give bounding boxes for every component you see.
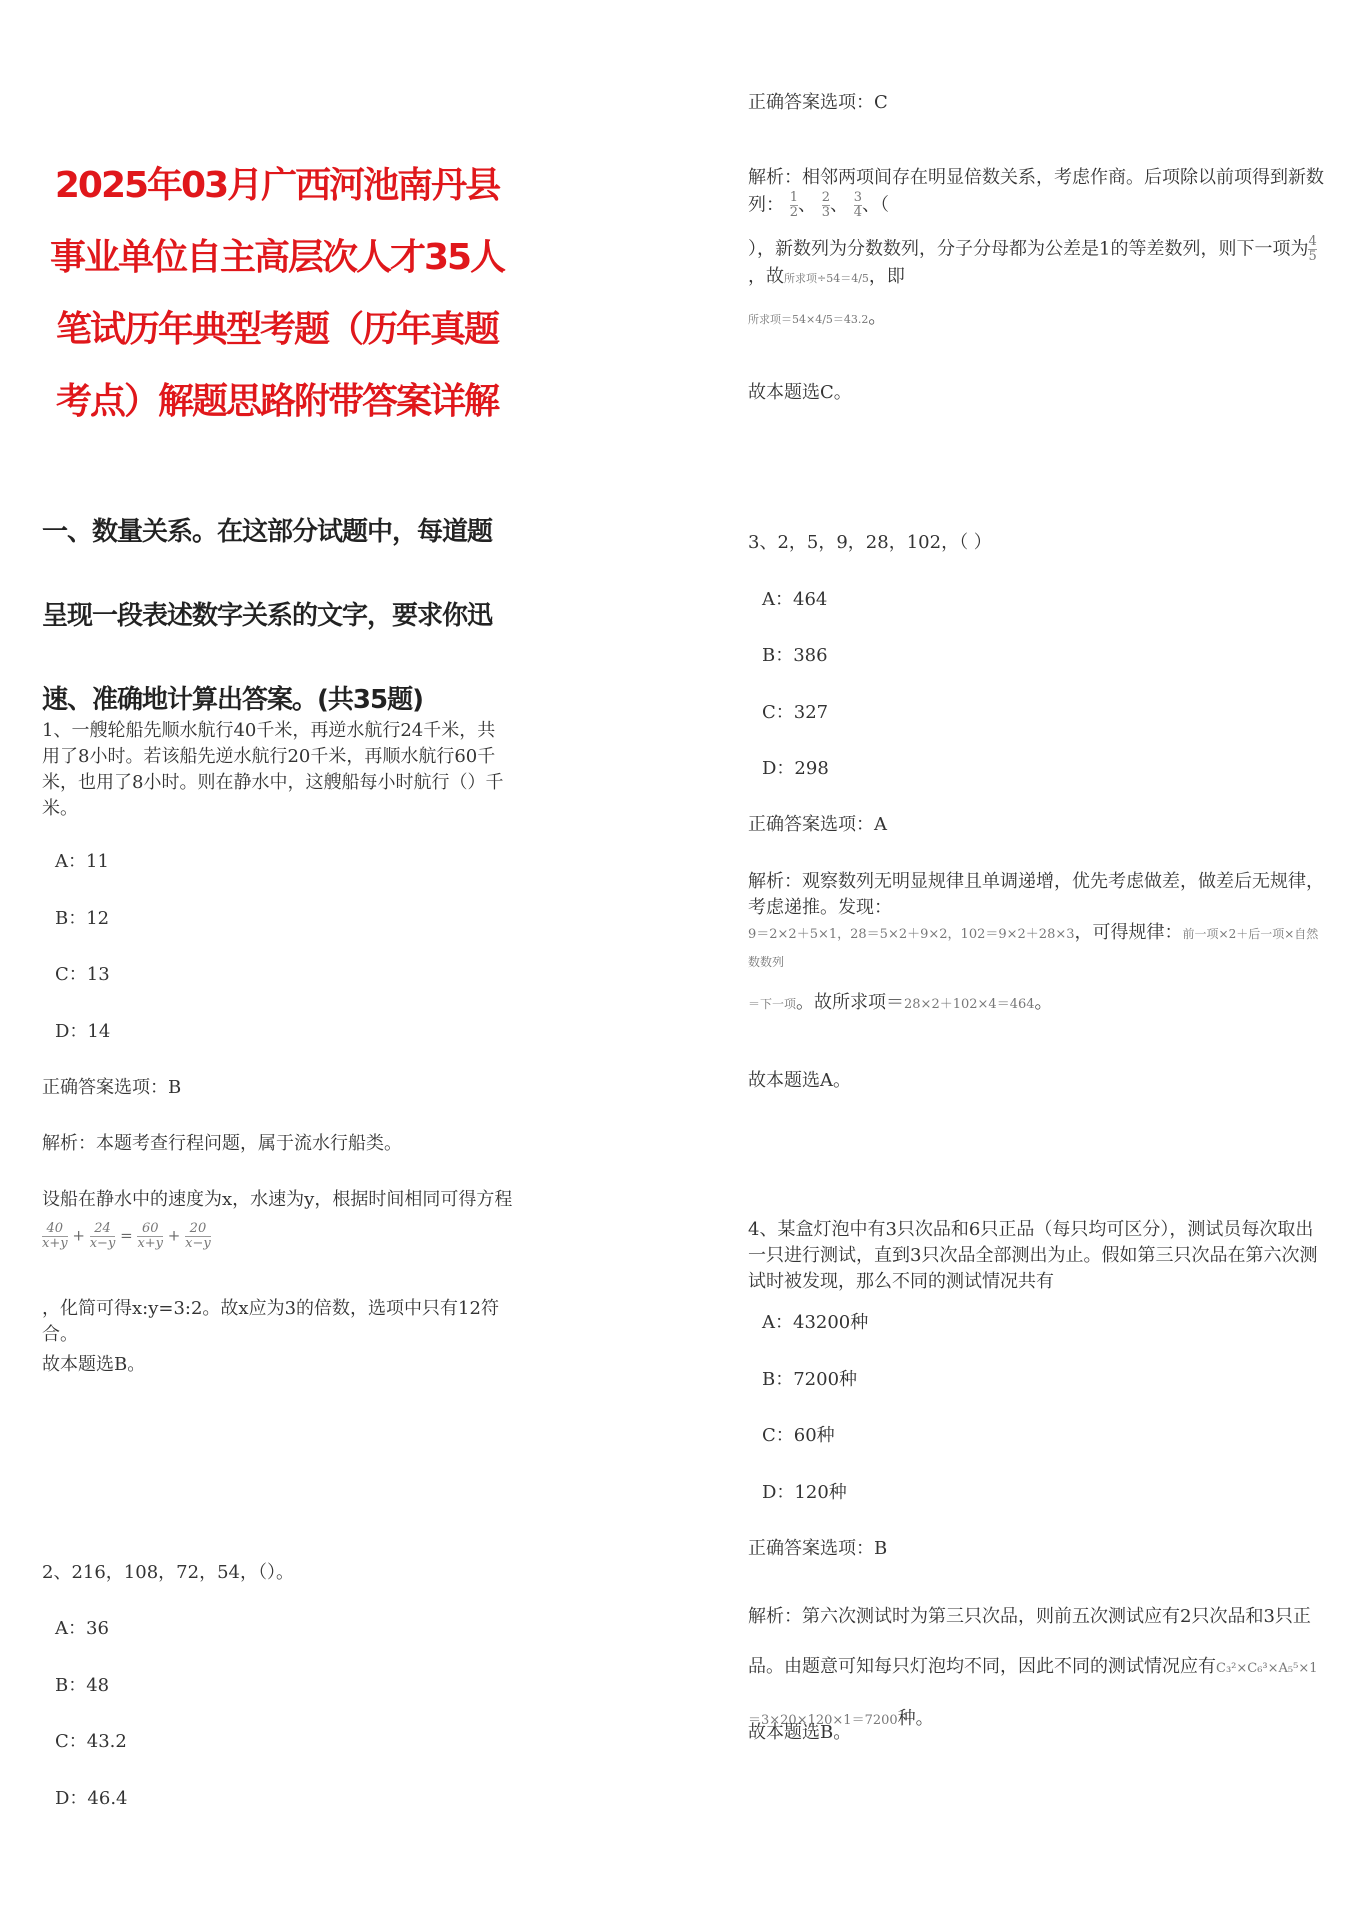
question-1-stem: 1、一艘轮船先顺水航行40千米，再逆水航行24千米，共用了8小时。若该船先逆水航行20千米，再顺水航行60千米，也用了8小时。则在静水中，这艘船每小时航行（）千米。: [42, 720, 504, 819]
inline-rule: 前一项×2＋后一项×自然数数列: [748, 927, 1319, 969]
question-1-answer: 正确答案选项：B: [42, 1077, 182, 1098]
fraction-3: [854, 191, 862, 220]
question-2-option-d: D：46.4: [55, 1788, 128, 1809]
eq-denominator: x+y: [137, 1236, 164, 1251]
question-3-analysis-text: 。故所求项＝: [796, 992, 905, 1013]
question-2-conclusion: 故本题选C。: [748, 382, 852, 403]
fraction-numerator: 4: [1308, 234, 1317, 249]
question-2-analysis-text: ，故: [748, 266, 784, 287]
question-1-analysis-result: ，化简可得x:y=3:2。故x应为3的倍数，选项中只有12符合。: [42, 1298, 499, 1345]
fraction-denominator: 3: [821, 205, 831, 220]
question-3-analysis-line-3: [748, 990, 1053, 1018]
fraction-1: [790, 191, 798, 220]
question-3-conclusion: 故本题选A。: [748, 1070, 851, 1091]
question-2-option-c: C：43.2: [55, 1731, 127, 1752]
question-2-analysis-text: 解析：相邻两项间存在明显倍数关系，考虑作商。后项除以前项得到新数列：: [748, 167, 1324, 216]
question-2-option-b: B：48: [55, 1675, 110, 1696]
question-3-analysis-text: 。: [1034, 992, 1053, 1013]
question-4-option-a: A：43200种: [762, 1312, 869, 1333]
question-4-option-c: C：60种: [762, 1425, 835, 1446]
question-2-answer: 正确答案选项：C: [748, 92, 888, 113]
question-2-stem: 2、216，108，72，54，（）。: [42, 1562, 294, 1583]
question-3-stem: 3、2，5，9，28，102，（ ）: [748, 532, 992, 553]
question-4-analysis-text: 种。: [897, 1708, 934, 1729]
question-2-option-a: A：36: [55, 1618, 109, 1639]
question-3-option-b: B：386: [762, 645, 828, 666]
question-4-analysis-text: 解析：第六次测试时为第三只次品，则前五次测试应有2只次品和3只正品。由题意可知每只灯泡均不同，因此不同的测试情况应有: [748, 1606, 1311, 1677]
question-3-analysis-line-2: [748, 920, 1328, 975]
question-1-conclusion: 故本题选B。: [42, 1354, 146, 1375]
inline-equation: ＝下一项: [748, 997, 797, 1011]
question-4-option-d: D：120种: [762, 1482, 847, 1503]
question-4-option-b: B：7200种: [762, 1369, 858, 1390]
fraction-numerator: 1: [789, 190, 799, 205]
question-2-analysis-line-1: 解析：相邻两项间存在明显倍数关系，考虑作商。后项除以前项得到新数列： $\frac{1}{2}$ 、 $\frac{2}{3}$ 、 $\frac{3}{4}$ 、（: [748, 167, 1324, 220]
question-4-conclusion: 故本题选B。: [748, 1722, 852, 1743]
question-1-option-a: A：11: [55, 851, 109, 872]
question-2-analysis-line-3: [748, 305, 886, 333]
fraction-numerator: 2: [821, 190, 831, 205]
eq-numerator: 60: [137, 1222, 163, 1237]
eq-numerator: 24: [90, 1222, 116, 1237]
question-2-analysis-paren: 、（: [862, 194, 890, 216]
question-3-analysis: 解析：观察数列无明显规律且单调递增，优先考虑做差，做差后无规律，考虑递推。发现：: [748, 871, 1324, 918]
next-fraction: [1308, 235, 1316, 264]
eq-numerator: 40: [42, 1222, 68, 1237]
question-3-option-a: A：464: [762, 589, 828, 610]
question-2-analysis-text: ），新数列为分数数列，分子分母都为公差是1的等差数列，则下一项为: [748, 238, 1309, 260]
document-title: 2025年03月广西河池南丹县事业单位自主高层次人才35人笔试历年典型考题（历年真题考点）解题思路附带答案详解: [49, 165, 505, 422]
question-3-option-c: C：327: [762, 702, 829, 723]
question-2-analysis-text: ，即: [868, 266, 905, 287]
inline-equation: C₃²×C₆³×A₅⁵×1＝3×20×120×1＝7200: [748, 1661, 1318, 1728]
question-1-option-d: D：14: [55, 1021, 111, 1042]
fraction-2: [822, 191, 830, 220]
fraction-denominator: 4: [853, 205, 863, 220]
section-heading: 一、数量关系。在这部分试题中，每道题呈现一段表述数字关系的文字，要求你迅速、准确地计算出答案。(共35题): [42, 517, 493, 715]
question-3-answer: 正确答案选项：A: [748, 814, 887, 835]
inline-equation: 28×2＋102×4＝464: [904, 997, 1035, 1012]
fraction-numerator: 3: [853, 190, 863, 205]
inline-equation: 9＝2×2＋5×1，28＝5×2＋9×2，102＝9×2＋28×3: [748, 927, 1075, 942]
question-4-stem: 4、某盒灯泡中有3只次品和6只正品（每只均可区分），测试员每次取出一只进行测试，直到3只次品全部测出为止。假如第三只次品在第六次测试时被发现，那么不同的测试情况共有: [748, 1219, 1318, 1292]
eq-denominator: x+y: [42, 1236, 68, 1251]
inline-equation: 所求项÷54＝4/5: [784, 272, 869, 285]
eq-denominator: x−y: [185, 1236, 211, 1251]
question-1-option-b: B：12: [55, 908, 110, 929]
fraction-denominator: 5: [1308, 249, 1317, 264]
question-3-option-d: D：298: [762, 758, 829, 779]
inline-equation: 所求项＝54×4/5＝43.2: [748, 313, 869, 326]
eq-denominator: x−y: [89, 1236, 116, 1251]
question-1-option-c: C：13: [55, 964, 110, 985]
eq-numerator: 20: [185, 1222, 211, 1237]
question-2-analysis-line-2: [748, 235, 1328, 292]
question-4-answer: 正确答案选项：B: [748, 1538, 888, 1559]
question-1-analysis: 解析：本题考查行程问题，属于流水行船类。: [42, 1133, 402, 1154]
question-1-equation: $\frac{40}{x+y}$ + $\frac{24}{x-y}$ = $\frac{60}{x+y}$ + $\frac{20}{x-y}$: [42, 1221, 211, 1251]
fraction-denominator: 2: [789, 205, 799, 220]
question-3-analysis-text: ，可得规律：: [1074, 922, 1183, 943]
question-2-analysis-text: 。: [868, 307, 887, 328]
question-1-analysis-setup: 设船在静水中的速度为x，水速为y，根据时间相同可得方程: [42, 1189, 513, 1210]
